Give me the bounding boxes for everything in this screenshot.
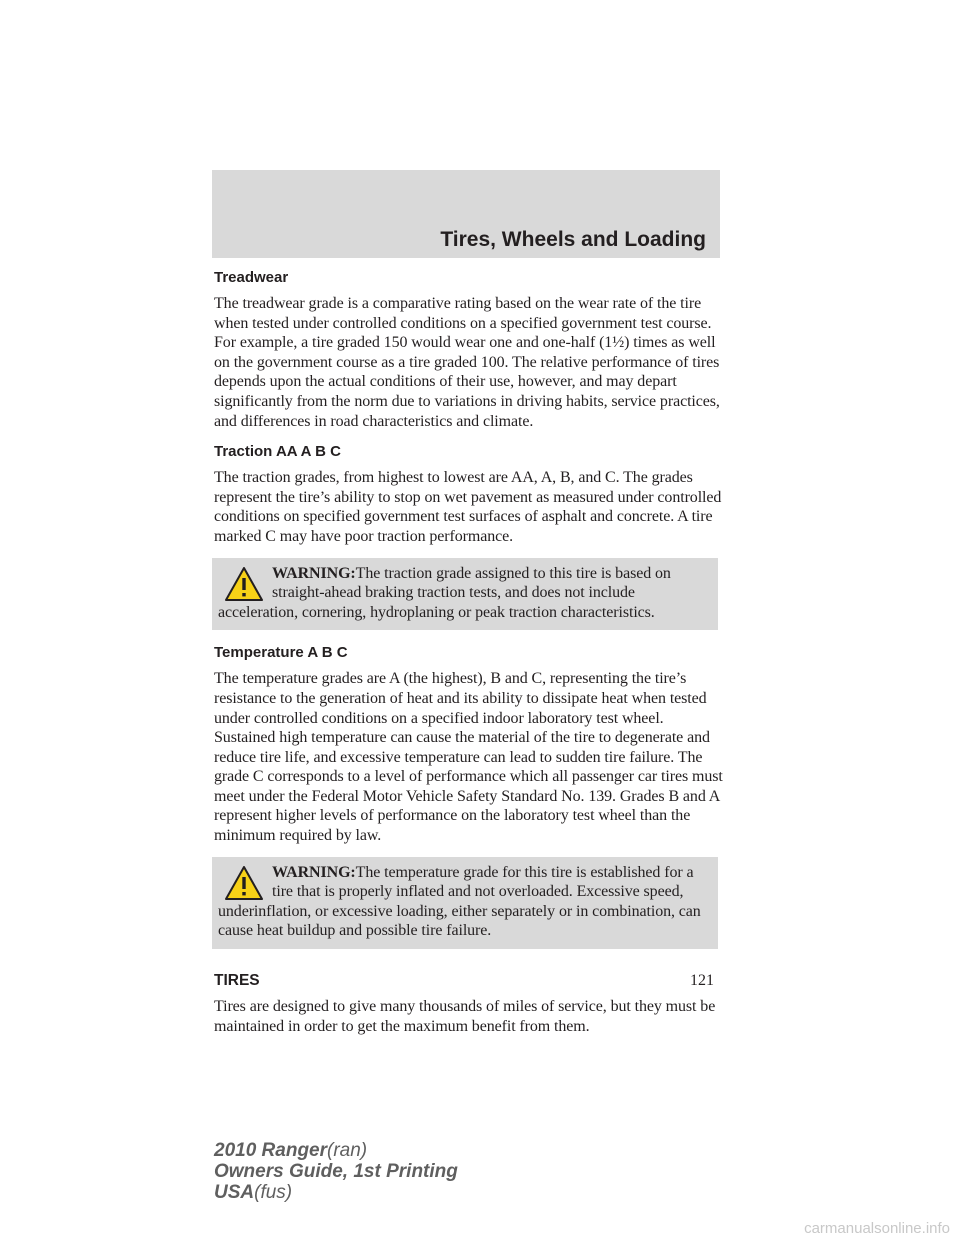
- section-title: Tires, Wheels and Loading: [440, 228, 706, 251]
- tires-heading: TIRES: [214, 972, 260, 990]
- page-number: 121: [690, 972, 714, 989]
- print-footer: [214, 1140, 458, 1203]
- traction-paragraph: The traction grades, from highest to lowest are AA, A, B, and C. The grades represent the tire’s ability to stop on wet pavement as measured under controlled conditions on specified government test surfaces of asphalt and concrete. A tire marked C may have poor traction performance.: [214, 469, 722, 545]
- section-header-bar: [212, 170, 720, 258]
- temperature-heading: Temperature A B C: [214, 644, 348, 662]
- footer-printing: Owners Guide, 1st Printing: [214, 1161, 458, 1182]
- temperature-warning-label: WARNING:: [272, 863, 356, 881]
- footer-market: USA: [214, 1182, 255, 1203]
- footer-line-3: [214, 1182, 458, 1203]
- temperature-paragraph: The temperature grades are A (the highest), B and C, representing the tire’s resistance to the generation of heat and its ability to dissipate heat when tested under controlled conditions on a specified indoor laboratory test wheel. Sustained high temperature can cause the material of the tire to degenerate and reduce tire life, and excessive temperature can lead to sudden tire failure. The grade C corresponds to a level of performance which all passenger car tires must meet under the Federal Motor Vehicle Safety Standard No. 139. Grades B and A represent higher levels of performance on the laboratory test wheel than the minimum required by law.: [214, 670, 723, 845]
- temperature-warning-box: [212, 857, 718, 949]
- footer-line-1: [214, 1140, 458, 1161]
- footer-market-code: (fus): [254, 1182, 293, 1203]
- traction-warning-box: [212, 558, 718, 631]
- temperature-warning-text: The temperature grade for this tire is established for a tire that is properly inflated and not overloaded. Excessive speed, underinflation, or excessive loading, either separately or in combination, can cause heat buildup and possible tire failure.: [218, 863, 701, 940]
- treadwear-heading: Treadwear: [214, 269, 289, 286]
- traction-warning-label: WARNING:: [272, 564, 356, 582]
- warning-triangle-icon: [224, 865, 264, 901]
- page-content: [214, 268, 724, 1047]
- footer-model-code: (ran): [327, 1140, 368, 1161]
- traction-warning-text: The traction grade assigned to this tire is based on straight-ahead braking traction tests, and does not include acceleration, cornering, hydroplaning or peak traction characteristics.: [218, 564, 671, 621]
- warning-triangle-icon: [224, 566, 264, 602]
- tires-paragraph: Tires are designed to give many thousands of miles of service, but they must be maintained in order to get the maximum benefit from them.: [214, 998, 716, 1035]
- footer-line-2: [214, 1161, 458, 1182]
- traction-heading: Traction AA A B C: [214, 443, 341, 461]
- watermark: carmanualsonline.info: [804, 1220, 950, 1237]
- footer-model: 2010 Ranger: [214, 1140, 328, 1161]
- treadwear-paragraph: The treadwear grade is a comparative rating based on the wear rate of the tire when tested under controlled conditions on a specified government test course. For example, a tire graded 150 would wear one and one-half (1½) times as well on the government course as a tire graded 100. The relative performance of tires depends upon the actual conditions of their use, however, and may depart significantly from the norm due to variations in driving habits, service practices, and differences in road characteristics and climate.: [214, 295, 720, 430]
